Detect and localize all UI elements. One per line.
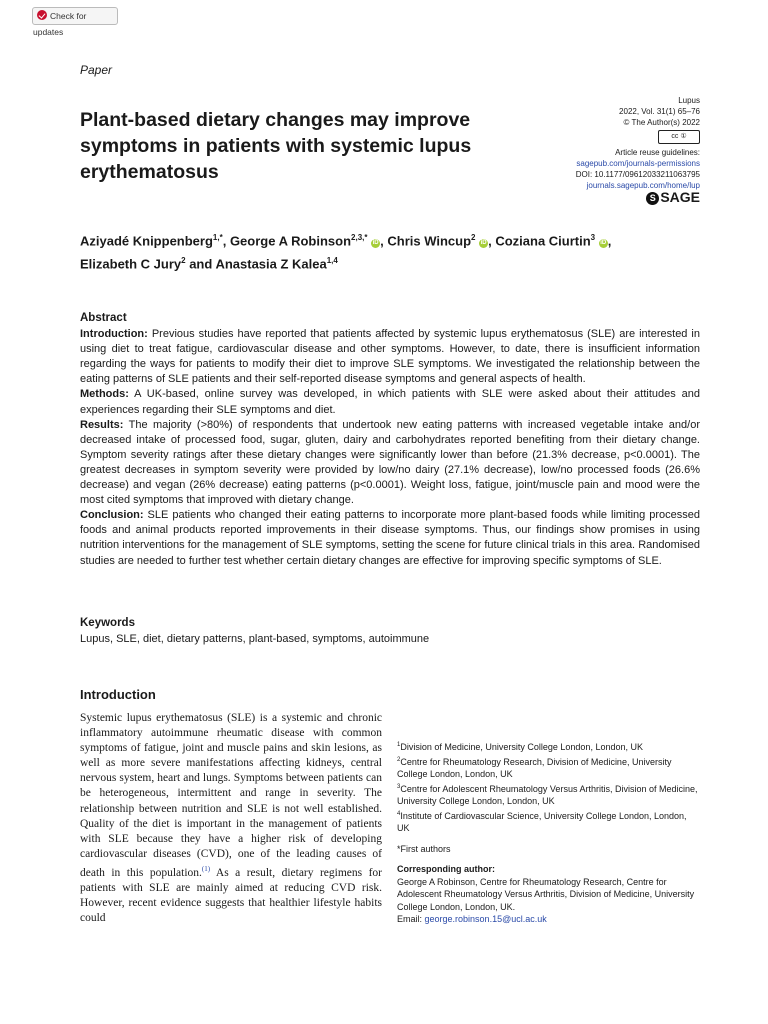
updates-icon bbox=[37, 10, 47, 20]
author-affiliation-marker: 2,3,* bbox=[351, 233, 368, 242]
author-separator: , bbox=[607, 233, 612, 249]
author-name: , George A Robinson bbox=[222, 233, 352, 249]
journal-link[interactable]: journals.sagepub.com/home/lup bbox=[586, 181, 700, 190]
citation: 2022, Vol. 31(1) 65–76 bbox=[619, 107, 700, 116]
author-name: and Anastasia Z Kalea bbox=[185, 256, 327, 272]
author-name: , Coziana Ciurtin bbox=[488, 233, 591, 249]
abstract-label: Results: bbox=[80, 418, 124, 431]
author-affiliation-marker: 2 bbox=[181, 256, 186, 266]
cc-license-icon: cc ① bbox=[658, 130, 700, 144]
keywords-list: Lupus, SLE, diet, dietary patterns, plant-based, symptoms, autoimmune bbox=[80, 633, 430, 645]
reuse-label: Article reuse guidelines: bbox=[615, 148, 700, 157]
check-for-updates-badge[interactable] bbox=[32, 7, 118, 37]
sage-logo bbox=[576, 189, 700, 205]
author-affiliation-marker: 1,4 bbox=[326, 256, 338, 266]
orcid-icon[interactable]: iD bbox=[480, 240, 487, 247]
corresponding-author-label: Corresponding author: bbox=[397, 864, 495, 874]
corresponding-author-address: George A Robinson, Centre for Rheumatology Research, Centre for Adolescent Rheumatology Versus Arthritis, Division of Medicine, University College London, London, UK. bbox=[397, 876, 695, 912]
author-name: , Chris Wincup bbox=[380, 233, 472, 249]
affiliation: $^3$Centre for Adolescent Rheumatology Versus Arthritis, Division of Medicine, University College London, London, UK bbox=[397, 783, 698, 806]
email-link[interactable]: george.robinson.15@ucl.ac.uk bbox=[424, 914, 547, 924]
author-name: Aziyadé Knippenberg bbox=[80, 233, 213, 249]
journal-meta bbox=[576, 95, 700, 205]
abstract-label: Introduction: bbox=[80, 328, 148, 341]
abstract bbox=[80, 311, 700, 569]
author-affiliation-marker: 3 bbox=[590, 233, 596, 242]
first-authors-note: *First authors bbox=[397, 843, 451, 854]
keywords-heading: Keywords bbox=[80, 617, 135, 629]
abstract-label: Conclusion: bbox=[80, 509, 144, 522]
journal-name: Lupus bbox=[678, 96, 700, 105]
section-label: Paper bbox=[80, 63, 113, 77]
author-list bbox=[80, 228, 720, 275]
doi[interactable]: DOI: 10.1177/09612033211063795 bbox=[575, 170, 700, 179]
article-title: Plant-based dietary changes may improve symptoms in patients with systemic lupus erythematosus bbox=[80, 109, 472, 183]
sage-logo-icon: S bbox=[646, 192, 659, 205]
affiliation: $^2$Centre for Rheumatology Research, Division of Medicine, University College London, London, UK bbox=[397, 756, 672, 779]
permissions-link[interactable]: sagepub.com/journals-permissions bbox=[576, 159, 700, 168]
affiliations bbox=[397, 739, 701, 926]
corresponding-email: Email: george.robinson.15@ucl.ac.uk bbox=[397, 914, 547, 924]
introduction-heading: Introduction bbox=[80, 687, 156, 702]
affiliation: $^1$Division of Medicine, University College London, London, UK bbox=[397, 742, 643, 752]
author-affiliation-marker: 2 bbox=[471, 233, 476, 242]
publisher-name: SAGE bbox=[660, 189, 700, 205]
abstract-introduction: Introduction: Previous studies have reported that patients affected by systemic lupus erythematosus (SLE) are interested in using diet to treat fatigue, cardiovascular disease and other symptoms. However, to date, there is insufficient information regarding the ways for patients to modify their diet to improve SLE symptoms. We investigated the relationship between the eating patterns of SLE patients and their self-reported disease symptoms and general aspects of health. bbox=[80, 328, 700, 386]
copyright: © The Author(s) 2022 bbox=[623, 118, 700, 127]
affiliation: $^4$Institute of Cardiovascular Science, University College London, London, UK bbox=[397, 810, 687, 833]
orcid-icon[interactable]: iD bbox=[372, 240, 379, 247]
introduction-text: Systemic lupus erythematosus (SLE) is a systemic and chronic inflammatory autoimmune rheumatic disease with common symptoms of fatigue, joint and muscle pains and skin lesions, as well as more severe manifestations affecting kidneys, central nervous system, heart and lungs. Symptoms between patients can be heterogeneous, intermittent and range in severity. The relationship between nutrition and SLE is not well established. Quality of the diet is important in the management of patients with SLE because they have a higher risk of developing cardiovascular diseases (CVD), one of the leading causes of death in this population.$^{(1)}$ As a result, dietary regimens for patients with SLE are mainly aimed at reducing CVD risk. However, recent evidence suggests that healthier lifestyle habits could bbox=[80, 712, 382, 925]
citation-link[interactable]: (1) bbox=[201, 864, 211, 873]
abstract-conclusion: Conclusion: SLE patients who changed their eating patterns to incorporate more plant-based foods while limiting processed foods and animal products reported improvements in their disease symptoms. Thus, our findings show promises in using nutrition interventions for the management of SLE symptoms, setting the scene for future clinical trials in this area. Randomised studies are needed to further test whether certain dietary changes are effective for improving specific symptoms of SLE. bbox=[80, 509, 700, 567]
orcid-icon[interactable]: iD bbox=[600, 240, 607, 247]
abstract-results: Results: The majority (>80%) of respondents that undertook new eating patterns with increased vegetable intake and/or decreased intake of processed food, sugar, gluten, dairy and carbohydrates reported benefiting from their dietary change. Symptom severity ratings after these dietary changes were significantly lower than before (21.3% decrease, p<0.0001). The greatest decreases in symptom severity were provided by low/no dairy (27.1% decrease), low/no processed foods (26.6% decrease) and vegan (26% decrease) eating patterns (p<0.0001). Weight loss, fatigue, joint/muscle pain and mood were the most cited symptoms that improved with dietary change. bbox=[80, 418, 700, 507]
author-name: Elizabeth C Jury bbox=[80, 256, 182, 272]
author-affiliation-marker: 1,* bbox=[212, 233, 223, 242]
abstract-label: Methods: bbox=[80, 388, 129, 401]
check-for-updates-label: Check for updates bbox=[33, 11, 87, 37]
keywords-section bbox=[80, 615, 700, 647]
abstract-methods: Methods: A UK-based, online survey was developed, in which patients with SLE were asked about their attitudes and experiences regarding their SLE symptoms and diet. bbox=[80, 388, 700, 416]
abstract-heading: Abstract bbox=[80, 312, 127, 324]
